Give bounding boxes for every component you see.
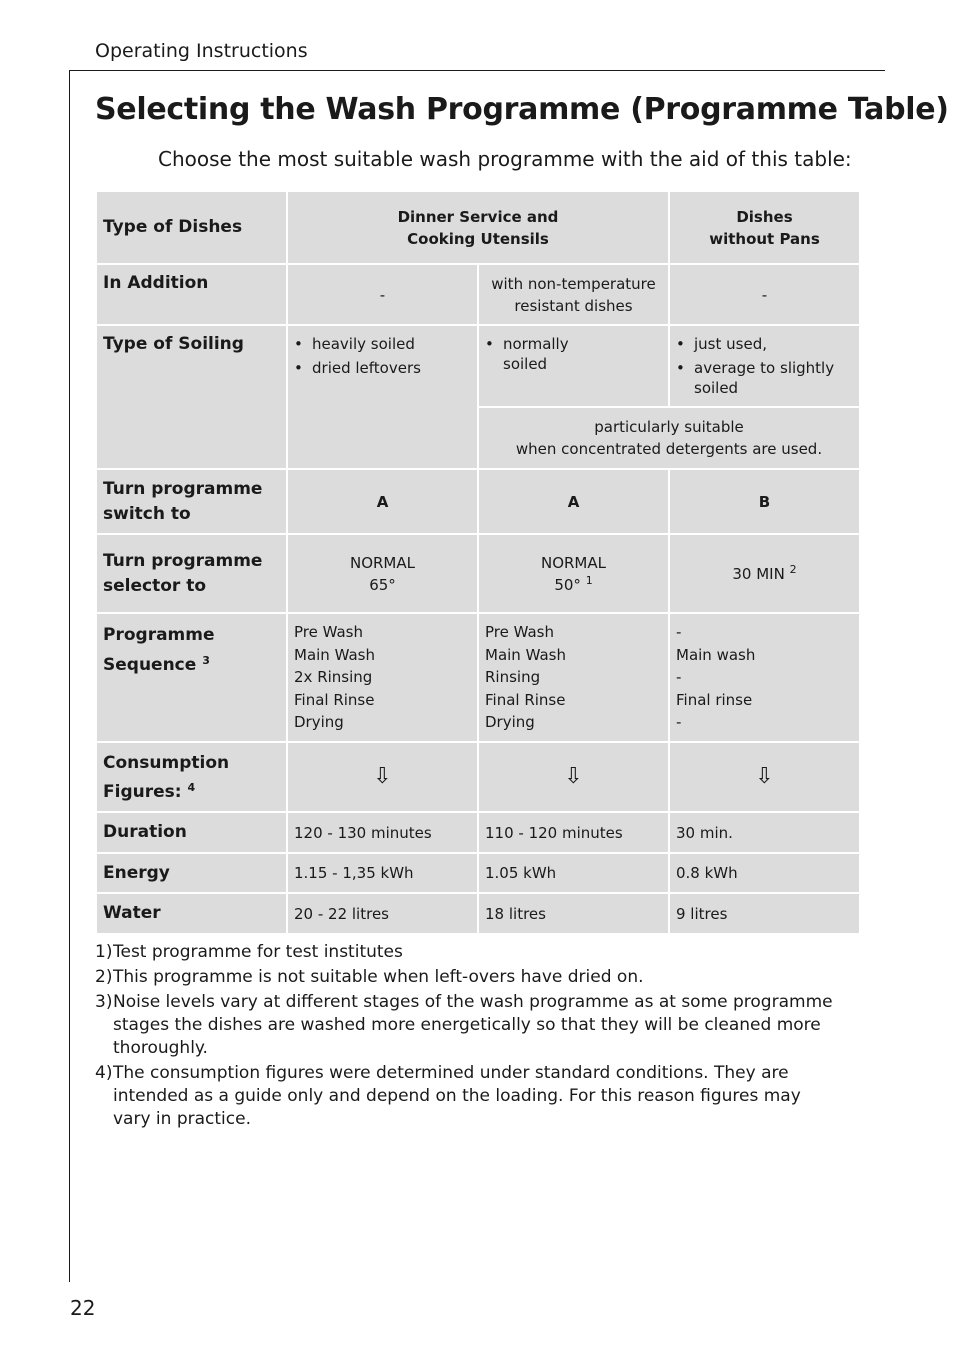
bullet-item: • normally soiled <box>485 334 662 374</box>
dishes-col-c: Dishes without Pans <box>669 191 860 264</box>
consumption-a <box>287 742 478 812</box>
page-number: 22 <box>70 1296 96 1320</box>
selector-c: 30 MIN $^2$ <box>669 534 860 613</box>
duration-b: 110 - 120 minutes <box>478 812 669 853</box>
row-label: Type of Dishes <box>96 191 287 264</box>
consumption-c <box>669 742 860 812</box>
cell-a: - <box>287 264 478 325</box>
table-row <box>96 742 860 812</box>
cell-b: with non-temperature resistant dishes <box>478 264 669 325</box>
selector-b: NORMAL 50° $^1$ <box>478 534 669 613</box>
programme-table <box>95 190 861 935</box>
switch-b: A <box>478 469 669 534</box>
down-arrow-icon: ⇩ <box>564 763 583 789</box>
sequence-a: Pre Wash Main Wash 2x Rinsing Final Rinse Drying <box>287 613 478 742</box>
energy-c: 0.8 kWh <box>669 853 860 893</box>
duration-a: 120 - 130 minutes <box>287 812 478 853</box>
bullet-item: • average to slightly soiled <box>676 358 853 398</box>
footnotes <box>95 941 835 1133</box>
consumption-b <box>478 742 669 812</box>
row-label: Type of Soiling <box>96 325 287 469</box>
table-row <box>96 191 860 264</box>
row-label: Turn programme selector to <box>96 534 287 613</box>
bullet-item: • just used, <box>676 334 853 354</box>
switch-c: B <box>669 469 860 534</box>
footnote-ref: 1 <box>585 573 593 587</box>
table-row <box>96 613 860 742</box>
cell-b <box>478 325 669 407</box>
cell-c <box>669 325 860 407</box>
water-b: 18 litres <box>478 893 669 934</box>
row-label: Turn programme switch to <box>96 469 287 534</box>
footnote-ref: 2 <box>789 562 797 576</box>
row-label: Consumption Figures: $^4$ <box>96 742 287 812</box>
header-rule <box>69 70 885 71</box>
footnote: 4) The consumption figures were determined under standard conditions. They are intended as a guide only and depend on the loading. For this reason figures may vary in practice. <box>95 1063 801 1129</box>
down-arrow-icon: ⇩ <box>755 763 774 789</box>
energy-a: 1.15 - 1,35 kWh <box>287 853 478 893</box>
cell-c: - <box>669 264 860 325</box>
switch-a: A <box>287 469 478 534</box>
selector-a: NORMAL 65° <box>287 534 478 613</box>
footnote-ref: 4 <box>187 781 196 794</box>
running-header: Operating Instructions <box>95 40 308 62</box>
footnote: 3) Noise levels vary at different stages of the wash programme as at some programme stages the dishes are washed more energetically so that they will be cleaned more thoroughly. <box>95 992 833 1058</box>
table-row <box>96 812 860 853</box>
table-row <box>96 534 860 613</box>
margin-rule <box>69 70 70 1282</box>
page-title: Selecting the Wash Programme (Programme Table) <box>95 92 949 127</box>
table-row <box>96 893 860 934</box>
cell-a <box>287 325 478 469</box>
table-row <box>96 469 860 534</box>
row-label: Duration <box>96 812 287 853</box>
bullet-item: • heavily soiled <box>294 334 471 354</box>
detergent-note: particularly suitable when concentrated detergents are used. <box>478 407 860 469</box>
down-arrow-icon: ⇩ <box>373 763 392 789</box>
table-row <box>96 853 860 893</box>
sequence-c: - Main wash - Final rinse - <box>669 613 860 742</box>
table-row <box>96 264 860 325</box>
row-label: Programme Sequence $^3$ <box>96 613 287 742</box>
row-label: Water <box>96 893 287 934</box>
sequence-b: Pre Wash Main Wash Rinsing Final Rinse Drying <box>478 613 669 742</box>
row-label: In Addition <box>96 264 287 325</box>
footnote: 2) This programme is not suitable when left-overs have dried on. <box>95 967 644 987</box>
duration-c: 30 min. <box>669 812 860 853</box>
intro-text: Choose the most suitable wash programme with the aid of this table: <box>158 147 852 171</box>
footnote-ref: 3 <box>202 654 210 667</box>
table-row <box>96 325 860 407</box>
row-label: Energy <box>96 853 287 893</box>
footnote: 1) Test programme for test institutes <box>95 942 403 962</box>
water-a: 20 - 22 litres <box>287 893 478 934</box>
dishes-col-ab: Dinner Service and Cooking Utensils <box>287 191 669 264</box>
energy-b: 1.05 kWh <box>478 853 669 893</box>
bullet-item: • dried leftovers <box>294 358 471 378</box>
water-c: 9 litres <box>669 893 860 934</box>
